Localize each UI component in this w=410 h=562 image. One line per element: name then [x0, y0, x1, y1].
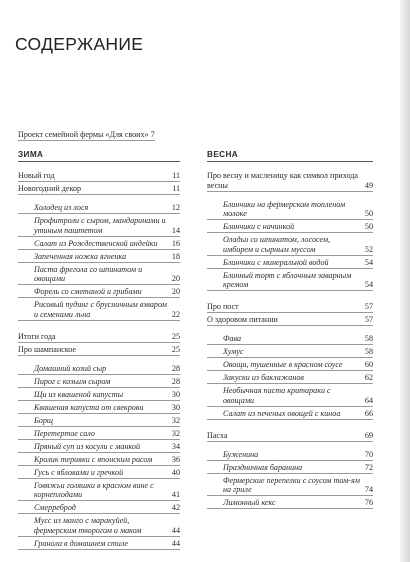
toc-entry[interactable]: [18, 171, 180, 182]
toc-recipe-entry[interactable]: [207, 258, 373, 269]
entry-title: Необычная паста критараки с овощами: [223, 386, 331, 405]
entry-title: Форель со сметаной и грибами: [34, 287, 142, 296]
entry-title: Хумус: [223, 347, 244, 356]
entry-title: Овощи, тушенные в красном соусе: [223, 360, 343, 369]
toc-recipe-entry[interactable]: [18, 442, 180, 453]
entry-page-number: 32: [171, 428, 180, 438]
entry-title: Квашеная капуста от свекрови: [34, 402, 144, 412]
toc-recipe-entry[interactable]: [207, 334, 373, 345]
entry-title: Блинный торт с яблочным заварным кремом: [223, 270, 352, 289]
entry-title: Рисовый пудинг с брусничным взваром и семенами льна: [34, 300, 167, 319]
entry-page-number: 12: [171, 203, 180, 212]
entry-title: Закуски из баклажанов: [223, 373, 304, 382]
entry-page-number: 18: [171, 251, 180, 261]
toc-recipe-entry[interactable]: [207, 373, 373, 384]
toc-recipe-entry[interactable]: [207, 347, 373, 358]
toc-recipe-entry[interactable]: [18, 516, 180, 537]
entry-page-number: 11: [172, 171, 180, 180]
entry-title: Салат из печеных овощей с киноа: [223, 408, 341, 418]
section-heading-winter: ЗИМА: [18, 150, 180, 162]
entry-title: Про весну и масленицу как символ прихода весны: [207, 171, 358, 190]
entry-page-number: 70: [364, 449, 373, 459]
entry-page-number: 58: [364, 334, 373, 343]
toc-recipe-entry[interactable]: [207, 409, 373, 420]
entry-title: Запеченная ножка ягненка: [34, 251, 127, 261]
entry-title: Салат из Рождественской индейки: [34, 238, 158, 248]
toc-recipe-entry[interactable]: [207, 463, 373, 474]
entry-page-number: 28: [171, 363, 180, 373]
toc-recipe-entry[interactable]: [18, 539, 180, 550]
entry-page-number: 54: [364, 280, 373, 289]
toc-recipe-entry[interactable]: [207, 222, 373, 233]
entry-title: Про шампанское: [18, 344, 77, 354]
toc-entry[interactable]: [18, 345, 180, 356]
toc-recipe-entry[interactable]: [18, 429, 180, 440]
entry-page-number: 69: [364, 430, 373, 440]
entry-page-number: 42: [171, 503, 180, 512]
entry-page-number: 16: [171, 238, 180, 248]
entry-title: Блинчики с начинкой: [223, 222, 295, 231]
entry-page-number: 20: [171, 287, 180, 296]
entry-page-number: 40: [171, 467, 180, 477]
toc-recipe-entry[interactable]: [18, 252, 180, 263]
winter-column: [18, 150, 180, 552]
entry-title: О здоровом питании: [207, 315, 278, 324]
entry-page-number: 25: [171, 331, 180, 341]
section-heading-spring: ВЕСНА: [207, 150, 373, 162]
project-page: 7: [150, 130, 155, 139]
toc-recipe-entry[interactable]: [18, 265, 180, 286]
entry-title: Блинчики на фермерском топленом молоке: [223, 199, 346, 218]
entry-title: Оладьи со шпинатом, лососем, имбирем и сырным муссом: [223, 235, 331, 254]
entry-title: Пирог с козьим сыром: [34, 376, 111, 386]
toc-recipe-entry[interactable]: [18, 300, 180, 321]
entry-page-number: 50: [364, 222, 373, 231]
entry-page-number: 64: [364, 395, 373, 405]
entry-title: Пряный суп из косули с манкой: [34, 441, 140, 451]
toc-recipe-entry[interactable]: [18, 377, 180, 388]
toc-recipe-entry[interactable]: [207, 476, 373, 497]
entry-page-number: 54: [364, 257, 373, 267]
entry-page-number: 62: [364, 373, 373, 382]
toc-entry[interactable]: [207, 171, 373, 192]
entry-title: Смерреброд: [34, 503, 76, 512]
entry-title: Кролик терияки с японским рисом: [34, 454, 153, 464]
entry-page-number: 34: [171, 441, 180, 451]
entry-page-number: 66: [364, 408, 373, 418]
entry-page-number: 30: [171, 402, 180, 412]
toc-entry[interactable]: [18, 332, 180, 343]
entry-page-number: 30: [171, 389, 180, 399]
toc-recipe-entry[interactable]: [18, 390, 180, 401]
entry-title: Борщ: [34, 415, 53, 425]
toc-recipe-entry[interactable]: [207, 450, 373, 461]
entry-title: Профитроли с сыром, мандаринами и утиным паштетом: [34, 216, 166, 235]
entry-title: Домашний козий сыр: [34, 363, 107, 373]
entry-page-number: 44: [171, 525, 180, 535]
toc-entry[interactable]: [207, 431, 373, 442]
entry-title: Перетертое сало: [34, 428, 95, 438]
entry-title: Паста фрегола со шпинатом и овощами: [34, 264, 143, 283]
toc-recipe-entry[interactable]: [207, 386, 373, 407]
entry-page-number: 57: [364, 315, 373, 324]
toc-recipe-entry[interactable]: [207, 498, 373, 509]
entry-title: Говяжьи голяшки в красном вине с корнеплодами: [34, 480, 154, 499]
page-title: СОДЕРЖАНИЕ: [15, 34, 144, 54]
entry-page-number: 76: [364, 498, 373, 507]
toc-entry[interactable]: [18, 184, 180, 195]
entry-page-number: 11: [172, 184, 180, 193]
entry-page-number: 32: [171, 415, 180, 425]
entry-title: Про пост: [207, 302, 239, 311]
entry-page-number: 20: [171, 274, 180, 283]
toc-recipe-entry[interactable]: [207, 271, 373, 292]
entry-page-number: 74: [364, 485, 373, 494]
entry-title: Мусс из манго с маракуйей, фермерским творогом и маком: [34, 516, 142, 535]
project-entry[interactable]: [18, 130, 155, 141]
entry-page-number: 41: [171, 490, 180, 499]
toc-recipe-entry[interactable]: [18, 468, 180, 479]
toc-entry[interactable]: [207, 315, 373, 326]
entry-page-number: 22: [171, 309, 180, 319]
entry-page-number: 72: [364, 462, 373, 472]
entry-page-number: 50: [364, 209, 373, 218]
toc-recipe-entry[interactable]: [18, 416, 180, 427]
entry-title: Новогодний декор: [18, 184, 82, 193]
toc-recipe-entry[interactable]: [18, 287, 180, 298]
entry-title: Фермерские перепелки с соусом том-ям на гриле: [223, 475, 360, 494]
toc-recipe-entry[interactable]: [18, 203, 180, 214]
entry-page-number: 14: [171, 225, 180, 235]
entry-page-number: 28: [171, 376, 180, 386]
toc-recipe-entry[interactable]: [18, 455, 180, 466]
spring-column: [207, 150, 373, 511]
entry-title: Блинчики с минеральной водой: [223, 257, 329, 267]
toc-recipe-entry[interactable]: [18, 481, 180, 502]
entry-title: Пасха: [207, 430, 228, 440]
entry-page-number: 57: [364, 302, 373, 311]
toc-recipe-entry[interactable]: [18, 216, 180, 237]
entry-title: Лимонный кекс: [223, 498, 276, 507]
entry-title: Новый год: [18, 171, 55, 180]
entry-page-number: 44: [171, 538, 180, 548]
entry-title: Буженина: [223, 449, 259, 459]
toc-recipe-entry[interactable]: [18, 364, 180, 375]
entry-page-number: 49: [364, 180, 373, 190]
toc-recipe-entry[interactable]: [207, 360, 373, 371]
entry-title: Щи из квашеной капусты: [34, 389, 124, 399]
project-label: Проект семейной фермы «Для своих»: [18, 130, 149, 139]
toc-recipe-entry[interactable]: [18, 239, 180, 250]
entry-title: Праздничная баранина: [223, 462, 303, 472]
entry-title: Фава: [223, 334, 242, 343]
toc-recipe-entry[interactable]: [18, 503, 180, 514]
entry-title: Гусь с яблоками и гречкой: [34, 467, 124, 477]
entry-page-number: 25: [171, 344, 180, 354]
page-spine-shadow: [400, 0, 410, 562]
entry-title: Итоги года: [18, 331, 56, 341]
entry-page-number: 36: [171, 454, 180, 464]
entry-page-number: 60: [364, 360, 373, 369]
toc-recipe-entry[interactable]: [18, 403, 180, 414]
toc-recipe-entry[interactable]: [207, 235, 373, 256]
entry-title: Холодец из лося: [34, 203, 89, 212]
entry-title: Гранола в домашнем стиле: [34, 538, 129, 548]
toc-recipe-entry[interactable]: [207, 200, 373, 221]
entry-page-number: 52: [364, 244, 373, 254]
toc-entry[interactable]: [207, 302, 373, 313]
entry-page-number: 58: [364, 347, 373, 356]
